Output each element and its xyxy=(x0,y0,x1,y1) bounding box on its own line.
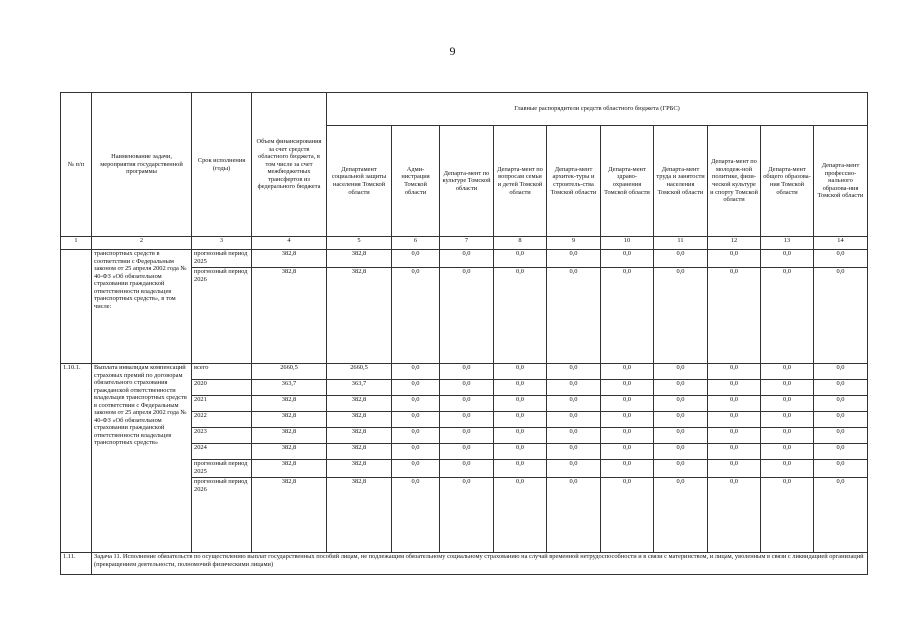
value-cell: 0,0 xyxy=(708,444,761,460)
row-number: 1.10.1. xyxy=(61,364,92,553)
value-cell: 0,0 xyxy=(708,478,761,553)
value-cell: 0,0 xyxy=(601,268,654,364)
value-cell: 0,0 xyxy=(601,460,654,478)
value-cell: 0,0 xyxy=(440,250,494,268)
column-number: 3 xyxy=(192,237,252,250)
value-cell: 0,0 xyxy=(392,364,440,380)
row-number: 1.11. xyxy=(61,553,92,575)
value-cell: 382,8 xyxy=(252,412,327,428)
value-cell: 0,0 xyxy=(392,478,440,553)
value-cell: 382,8 xyxy=(252,460,327,478)
term-cell: 2022 xyxy=(192,412,252,428)
value-cell: 0,0 xyxy=(708,412,761,428)
value-cell: 0,0 xyxy=(440,460,494,478)
term-cell: 2024 xyxy=(192,444,252,460)
activity-name: Выплата инвалидам компенсаций страховых премий по договорам обязательного страхования гражданской ответственности владельцев транспортных средств в соответствии с Федеральным законом от 25 апреля 2002 года № 40-ФЗ «Об обязательном страховании гражданской ответственности владельцев транспортных средств» xyxy=(92,364,192,553)
value-cell: 0,0 xyxy=(708,364,761,380)
value-cell: 0,0 xyxy=(392,428,440,444)
value-cell: 0,0 xyxy=(547,412,601,428)
value-cell: 0,0 xyxy=(494,380,547,396)
column-number: 14 xyxy=(814,237,868,250)
task-row xyxy=(61,553,868,575)
value-cell: 382,8 xyxy=(327,268,392,364)
value-cell: 0,0 xyxy=(761,412,814,428)
value-cell: 0,0 xyxy=(494,268,547,364)
column-number: 13 xyxy=(761,237,814,250)
header-grbs-10: Департа-мент профессио-нального образова-ния Томской области xyxy=(814,126,868,237)
value-cell: 0,0 xyxy=(440,478,494,553)
column-number: 4 xyxy=(252,237,327,250)
value-cell: 382,8 xyxy=(327,250,392,268)
value-cell: 0,0 xyxy=(761,460,814,478)
value-cell: 0,0 xyxy=(654,412,708,428)
value-cell: 0,0 xyxy=(761,250,814,268)
value-cell: 0,0 xyxy=(440,268,494,364)
value-cell: 0,0 xyxy=(440,396,494,412)
value-cell: 0,0 xyxy=(601,444,654,460)
value-cell: 0,0 xyxy=(654,428,708,444)
value-cell: 0,0 xyxy=(601,396,654,412)
column-number: 1 xyxy=(61,237,92,250)
value-cell: 0,0 xyxy=(654,250,708,268)
value-cell: 0,0 xyxy=(654,478,708,553)
term-cell: прогнозный период 2026 xyxy=(192,268,252,364)
value-cell: 0,0 xyxy=(440,380,494,396)
column-number: 5 xyxy=(327,237,392,250)
value-cell: 0,0 xyxy=(761,478,814,553)
value-cell: 0,0 xyxy=(654,396,708,412)
value-cell: 0,0 xyxy=(392,460,440,478)
column-number: 8 xyxy=(494,237,547,250)
value-cell: 0,0 xyxy=(654,460,708,478)
value-cell: 382,8 xyxy=(327,478,392,553)
value-cell: 0,0 xyxy=(601,380,654,396)
value-cell: 0,0 xyxy=(392,444,440,460)
value-cell: 0,0 xyxy=(547,364,601,380)
value-cell: 0,0 xyxy=(392,250,440,268)
value-cell: 0,0 xyxy=(761,268,814,364)
header-grbs-3: Департа-мент по культуре Томской области xyxy=(440,126,494,237)
value-cell: 382,8 xyxy=(252,428,327,444)
task-text: Задача 11. Исполнение обязательств по осуществлению выплат государственных пособий лицам, не подлежащим обязательному социальному страхованию на случай временной нетрудоспособности и в связи с материнством, и лицам, уволенным в связи с ликвидацией организаций (прекращением деятельности, полномочий физическими лицами) xyxy=(92,553,868,575)
value-cell: 0,0 xyxy=(654,364,708,380)
value-cell: 0,0 xyxy=(440,428,494,444)
header-grbs-5: Департа-мент архитек-туры и строитель-ства Томской области xyxy=(547,126,601,237)
column-number: 12 xyxy=(708,237,761,250)
financing-table xyxy=(60,92,868,575)
value-cell: 382,8 xyxy=(327,444,392,460)
value-cell: 0,0 xyxy=(814,396,868,412)
value-cell: 0,0 xyxy=(494,478,547,553)
header-grbs-group: Главные распорядители средств областного бюджета (ГРБС) xyxy=(327,93,868,126)
value-cell: 0,0 xyxy=(814,460,868,478)
term-cell: прогнозный период 2025 xyxy=(192,250,252,268)
row-number xyxy=(61,250,92,364)
value-cell: 0,0 xyxy=(814,380,868,396)
value-cell: 0,0 xyxy=(494,444,547,460)
value-cell: 382,8 xyxy=(252,444,327,460)
table-row xyxy=(61,250,868,268)
value-cell: 0,0 xyxy=(814,364,868,380)
value-cell: 363,7 xyxy=(252,380,327,396)
header-grbs-7: Департа-мент труда и занятости населения Томской области xyxy=(654,126,708,237)
value-cell: 0,0 xyxy=(601,250,654,268)
header-no: № п/п xyxy=(61,93,92,237)
value-cell: 0,0 xyxy=(654,268,708,364)
value-cell: 0,0 xyxy=(708,250,761,268)
column-number: 10 xyxy=(601,237,654,250)
value-cell: 0,0 xyxy=(708,396,761,412)
value-cell: 0,0 xyxy=(547,444,601,460)
value-cell: 0,0 xyxy=(814,412,868,428)
value-cell: 0,0 xyxy=(392,380,440,396)
value-cell: 2660,5 xyxy=(327,364,392,380)
value-cell: 0,0 xyxy=(814,250,868,268)
value-cell: 382,8 xyxy=(327,428,392,444)
header-volume: Объем финансирования за счет средств областного бюджета, в том числе за счет межбюджетных трансфертов из федерального бюджета xyxy=(252,93,327,237)
value-cell: 0,0 xyxy=(654,444,708,460)
term-cell: прогнозный период 2025 xyxy=(192,460,252,478)
value-cell: 0,0 xyxy=(814,478,868,553)
value-cell: 0,0 xyxy=(761,444,814,460)
value-cell: 0,0 xyxy=(392,396,440,412)
value-cell: 0,0 xyxy=(601,412,654,428)
header-grbs-6: Департа-мент здраво-охранения Томской области xyxy=(601,126,654,237)
value-cell: 0,0 xyxy=(547,380,601,396)
value-cell: 0,0 xyxy=(761,428,814,444)
value-cell: 0,0 xyxy=(494,364,547,380)
value-cell: 0,0 xyxy=(814,428,868,444)
value-cell: 0,0 xyxy=(601,478,654,553)
term-cell: 2021 xyxy=(192,396,252,412)
value-cell: 0,0 xyxy=(761,396,814,412)
value-cell: 382,8 xyxy=(327,460,392,478)
value-cell: 0,0 xyxy=(547,250,601,268)
header-grbs-8: Департа-мент по молодеж-ной политике, физи-ческой культуре и спорту Томской области xyxy=(708,126,761,237)
page-number: 9 xyxy=(449,44,456,58)
column-number: 7 xyxy=(440,237,494,250)
value-cell: 2660,5 xyxy=(252,364,327,380)
column-number: 9 xyxy=(547,237,601,250)
column-number: 6 xyxy=(392,237,440,250)
term-cell: 2023 xyxy=(192,428,252,444)
header-grbs-9: Департа-мент общего образова-ния Томской области xyxy=(761,126,814,237)
activity-name: транспортных средств в соответствии с Федеральным законом от 25 апреля 2002 года № 40-ФЗ «Об обязательном страховании гражданской ответственности владельцев транспортных средств», в том числе: xyxy=(92,250,192,364)
value-cell: 0,0 xyxy=(547,268,601,364)
value-cell: 0,0 xyxy=(708,460,761,478)
value-cell: 363,7 xyxy=(327,380,392,396)
value-cell: 382,8 xyxy=(252,478,327,553)
value-cell: 0,0 xyxy=(708,380,761,396)
value-cell: 382,8 xyxy=(327,412,392,428)
value-cell: 0,0 xyxy=(708,428,761,444)
value-cell: 0,0 xyxy=(547,460,601,478)
value-cell: 0,0 xyxy=(392,412,440,428)
value-cell: 0,0 xyxy=(814,444,868,460)
value-cell: 0,0 xyxy=(494,428,547,444)
value-cell: 0,0 xyxy=(654,380,708,396)
header-grbs-2: Адми-нистрация Томской области xyxy=(392,126,440,237)
term-cell: всего xyxy=(192,364,252,380)
column-number: 2 xyxy=(92,237,192,250)
column-number: 11 xyxy=(654,237,708,250)
value-cell: 382,8 xyxy=(252,396,327,412)
value-cell: 0,0 xyxy=(814,268,868,364)
header-term: Срок исполнения (годы) xyxy=(192,93,252,237)
value-cell: 0,0 xyxy=(547,428,601,444)
value-cell: 382,8 xyxy=(252,250,327,268)
term-cell: 2020 xyxy=(192,380,252,396)
value-cell: 0,0 xyxy=(494,396,547,412)
value-cell: 0,0 xyxy=(601,364,654,380)
header-name: Наименование задачи, мероприятия государственной программы xyxy=(92,93,192,237)
value-cell: 0,0 xyxy=(708,268,761,364)
value-cell: 0,0 xyxy=(547,478,601,553)
value-cell: 0,0 xyxy=(761,364,814,380)
value-cell: 0,0 xyxy=(494,250,547,268)
value-cell: 0,0 xyxy=(547,396,601,412)
value-cell: 382,8 xyxy=(252,268,327,364)
value-cell: 0,0 xyxy=(392,268,440,364)
value-cell: 0,0 xyxy=(761,380,814,396)
value-cell: 0,0 xyxy=(440,444,494,460)
term-cell: прогнозный период 2026 xyxy=(192,478,252,553)
table-row xyxy=(61,364,868,380)
value-cell: 0,0 xyxy=(601,428,654,444)
header-grbs-1: Департамент социальной защиты населения Томской области xyxy=(327,126,392,237)
value-cell: 0,0 xyxy=(494,412,547,428)
value-cell: 0,0 xyxy=(440,364,494,380)
value-cell: 382,8 xyxy=(327,396,392,412)
value-cell: 0,0 xyxy=(440,412,494,428)
header-grbs-4: Департа-мент по вопросам семьи и детей Томской области xyxy=(494,126,547,237)
value-cell: 0,0 xyxy=(494,460,547,478)
